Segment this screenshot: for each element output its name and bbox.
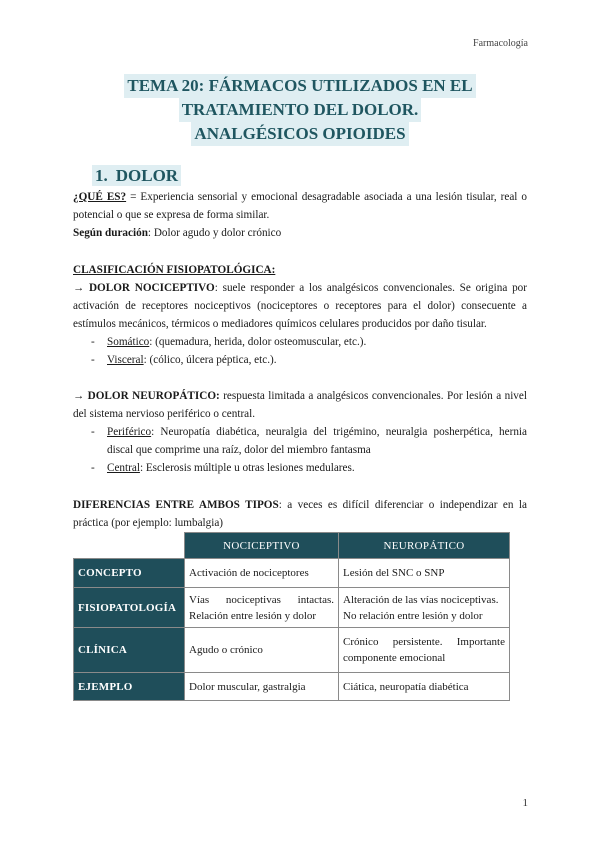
nociceptive-label: → DOLOR NOCICEPTIVO [73,282,215,294]
section-label: DOLOR [115,166,179,185]
definition-text: = Experiencia sensorial y emocional desagradable asociada a una lesión tisular, real o potencial o que se expresa de forma similar. [73,191,527,221]
table-cell: Alteración de las vías nociceptivas. No relación entre lesión y dolor [339,588,510,628]
row-header: CONCEPTO [74,559,185,588]
title-line-1: TEMA 20: FÁRMACOS UTILIZADOS EN EL [124,74,475,98]
neuropathic-text: respuesta limitada a analgésicos convencionales. Por lesión a nivel del sistema nervioso periférico o central. [73,390,527,420]
list-item-text: : (cólico, úlcera péptica, etc.). [143,354,277,366]
differences-text: : a veces es difícil diferenciar o independizar en la práctica (por ejemplo: lumbalgia) [73,499,527,529]
neuropathic-paragraph [73,387,527,423]
table-cell: Agudo o crónico [185,628,339,673]
neuropathic-list [73,423,527,477]
nociceptive-paragraph [73,279,527,333]
list-item: - Periférico: Neuropatía diabética, neuralgia del trigémino, neuralgia posherpética, hernia discal que comprime una raíz, dolor del miembro fantasma [91,426,527,456]
table-cell: Vías nociceptivas intactas. Relación entre lesión y dolor [185,588,339,628]
row-header: EJEMPLO [74,673,185,701]
list-item-term: Visceral [107,354,144,366]
table-row [74,628,510,673]
column-header-neuropatico: NEUROPÁTICO [339,533,510,559]
table-cell: Lesión del SNC o SNP [339,559,510,588]
list-item: - Somático: (quemadura, herida, dolor osteomuscular, etc.). [91,336,367,348]
list-item-term: Somático [107,336,150,348]
table-header-row [74,533,510,559]
table-corner [74,533,185,559]
section-heading-dolor [92,165,181,186]
row-header: CLÍNICA [74,628,185,673]
list-item-term: Periférico [107,426,152,438]
running-header: Farmacología [473,38,528,49]
duration-label: Según duración [73,227,148,239]
nociceptive-text: : suele responder a los analgésicos convencionales. Se origina por activación de receptores nociceptivos (nociceptores o receptores para el dolor) consecuente a estímulos mecánicos, térmicos o mediadores químicos celulares producidos por daño tisular. [73,282,527,330]
list-item: - Central: Esclerosis múltiple u otras lesiones medulares. [91,462,355,474]
list-item: - Visceral: (cólico, úlcera péptica, etc.). [91,354,277,366]
table-row [74,559,510,588]
list-item-text: : Neuropatía diabética, neuralgia del trigémino, neuralgia posherpética, hernia discal que comprime una raíz, dolor del miembro fantasma [107,426,527,456]
page-number: 1 [522,797,528,809]
table-cell: Ciática, neuropatía diabética [339,673,510,701]
differences-paragraph [73,496,527,532]
classification-heading: CLASIFICACIÓN FISIOPATOLÓGICA: [73,264,276,276]
column-header-nociceptivo: NOCICEPTIVO [185,533,339,559]
table-row [74,673,510,701]
definition-paragraph [73,188,527,224]
list-item-term: Central [107,462,140,474]
duration-text: : Dolor agudo y dolor crónico [147,227,282,239]
section-number: 1. [95,166,108,185]
title-line-3: ANALGÉSICOS OPIOIDES [191,122,408,146]
list-item-text: : (quemadura, herida, dolor osteomuscular, etc.). [149,336,367,348]
duration-paragraph [73,224,527,242]
list-item-text: : Esclerosis múltiple u otras lesiones medulares. [139,462,355,474]
comparison-table [73,532,510,701]
table-cell: Dolor muscular, gastralgia [185,673,339,701]
table-cell: Activación de nociceptores [185,559,339,588]
nociceptive-list [73,333,527,369]
neuropathic-label: → DOLOR NEUROPÁTICO: [73,390,220,402]
differences-label: DIFERENCIAS ENTRE AMBOS TIPOS [73,499,279,511]
document-title [0,74,600,146]
table-cell: Crónico persistente. Importante componente emocional [339,628,510,673]
row-header: FISIOPATOLOGÍA [74,588,185,628]
title-line-2: TRATAMIENTO DEL DOLOR. [179,98,422,122]
table-row [74,588,510,628]
definition-question: ¿QUÉ ES? [73,191,127,203]
